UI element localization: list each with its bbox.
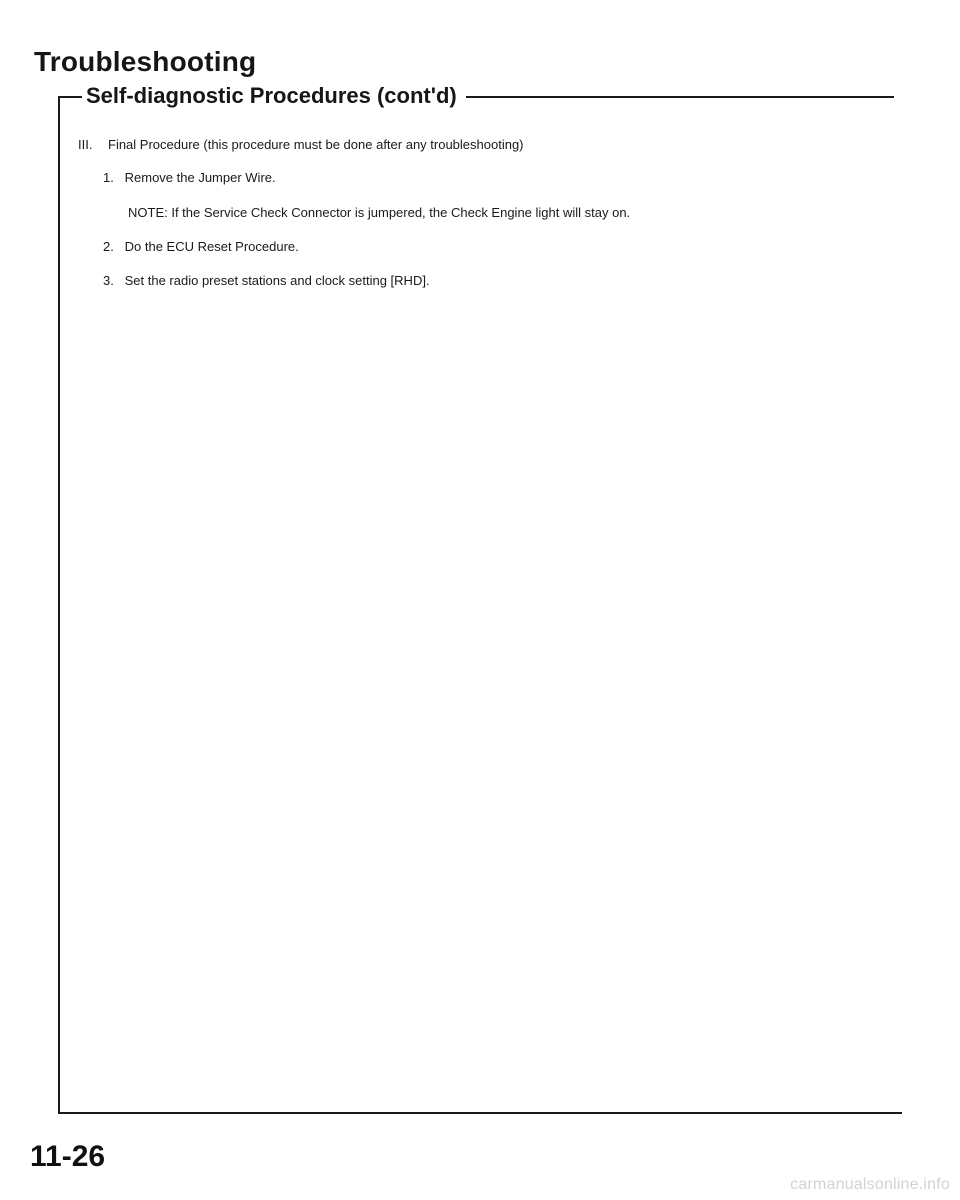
page-title: Troubleshooting [34, 46, 257, 77]
step-text: Set the radio preset stations and clock setting [RHD]. [124, 273, 430, 288]
note-text: NOTE: If the Service Check Connector is jumpered, the Check Engine light will stay on. [128, 205, 631, 220]
step-text: Remove the Jumper Wire. [124, 170, 276, 185]
procedure-title: Final Procedure (this procedure must be done after any troubleshooting) [108, 137, 524, 152]
step-number: 3. [103, 273, 114, 288]
frame-border-top-right [466, 96, 894, 98]
step-item-3 [103, 273, 430, 288]
frame-border-bottom [58, 1112, 902, 1114]
page-number: 11-26 [30, 1140, 106, 1173]
frame-border-top-left [58, 96, 82, 98]
frame-border-left [58, 96, 60, 1114]
step-item-2 [103, 239, 299, 254]
step-number: 1. [103, 170, 114, 185]
procedure-roman-numeral: III. [78, 137, 93, 152]
section-heading: Self-diagnostic Procedures (cont'd) [86, 83, 457, 108]
step-number: 2. [103, 239, 114, 254]
watermark-text: carmanualsonline.info [790, 1176, 950, 1193]
step-item-1 [103, 170, 276, 185]
step-text: Do the ECU Reset Procedure. [124, 239, 299, 254]
